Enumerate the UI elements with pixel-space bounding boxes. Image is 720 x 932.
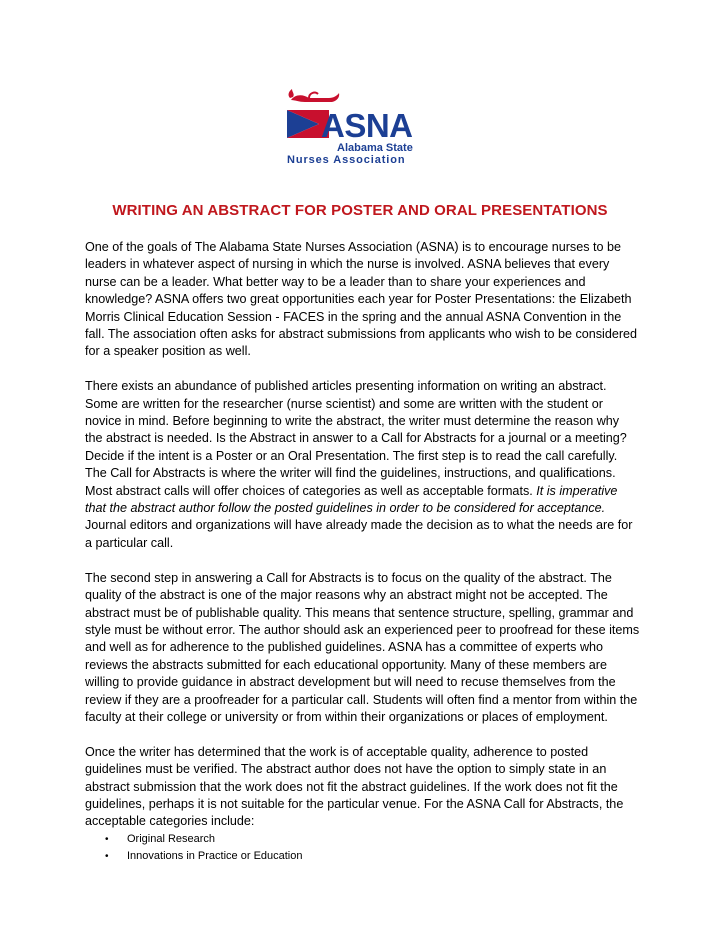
paragraph-4: Once the writer has determined that the work is of acceptable quality, adherence to posted guidelines must be verified. The abstract author does not have the option to simply state in an abstract submission that the work does not fit the abstract guidelines. If the work does not fit the guidelines, perhaps it is not suitable for the particular venue. For the ASNA Call for Abstracts, the acceptable categories include: [85, 744, 624, 829]
paragraph-2 [85, 378, 640, 552]
paragraph-2-part-a: There exists an abundance of published articles presenting information on writing an abstract. Some are written for the researcher (nurse scientist) and some are written with the student or novice in mind. Before beginning to write the abstract, the writer must determine the reason why the abstract is needed. Is the Abstract in answer to a Call for Abstracts for a journal or a meeting? Decide if the intent is a Poster or an Oral Presentation. The first step is to read the call carefully. The Call for Abstracts is where the writer will find the guidelines, instructions, and qualifications. Most abstract calls will offer choices of categories as well as acceptable formats. [85, 379, 627, 498]
paragraph-2-part-b: Journal editors and organizations will have already made the decision as to what the needs are for a particular call. [85, 518, 633, 550]
lamp-handle-icon [309, 93, 318, 98]
lamp-icon [291, 93, 339, 102]
category-label: Innovations in Practice or Education [127, 850, 303, 863]
asna-logo [285, 86, 440, 166]
list-item [85, 848, 640, 865]
asna-logo-graphic [285, 86, 440, 166]
bullet-icon: • [105, 833, 109, 845]
category-label: Original Research [127, 832, 216, 845]
category-list [85, 831, 640, 866]
bullet-icon: • [105, 851, 109, 863]
paragraph-1: One of the goals of The Alabama State Nurses Association (ASNA) is to encourage nurses to be leaders in whatever aspect of nursing in which the nurse is involved. ASNA believes that every nurse can be a leader. What better way to be a leader than to share your experiences and knowledge? ASNA offers two great opportunities each year for Poster Presentations: the Elizabeth Morris Clinical Education Session - FACES in the spring and the annual ASNA Convention in the fall. The association often asks for abstract submissions from applicants who wish to be considered for a speaker position as well. [85, 240, 638, 359]
logo-name: ASNA [321, 107, 413, 144]
paragraph-3: The second step in answering a Call for Abstracts is to focus on the quality of the abstract. The quality of the abstract is one of the major reasons why an abstract might not be accepted. The abstract must be of publishable quality. This means that sentence structure, spelling, grammar and style must be without error. The author should ask an experienced peer to proofread for these items and well as for adherence to the published guidelines. ASNA has a committee of experts who reviews the abstracts submitted for each educational opportunity. Many of these members are willing to provide guidance in abstract development but will need to recuse themselves from the review if they are a proofreader for a particular call. Students will often find a mentor from within the faculty at their college or university or from within their organizations or places of employment. [85, 570, 640, 724]
list-item [85, 831, 640, 848]
logo-line-1: Alabama State [337, 142, 413, 154]
document-body [85, 239, 640, 866]
paragraph-2-emphasis: It is imperative that the abstract author follow the posted guidelines in order to be considered for acceptance. [85, 483, 618, 516]
logo-line-2: Nurses Association [287, 154, 406, 166]
lamp-flame-icon [289, 89, 294, 98]
page-title: WRITING AN ABSTRACT FOR POSTER AND ORAL PRESENTATIONS [112, 202, 608, 219]
